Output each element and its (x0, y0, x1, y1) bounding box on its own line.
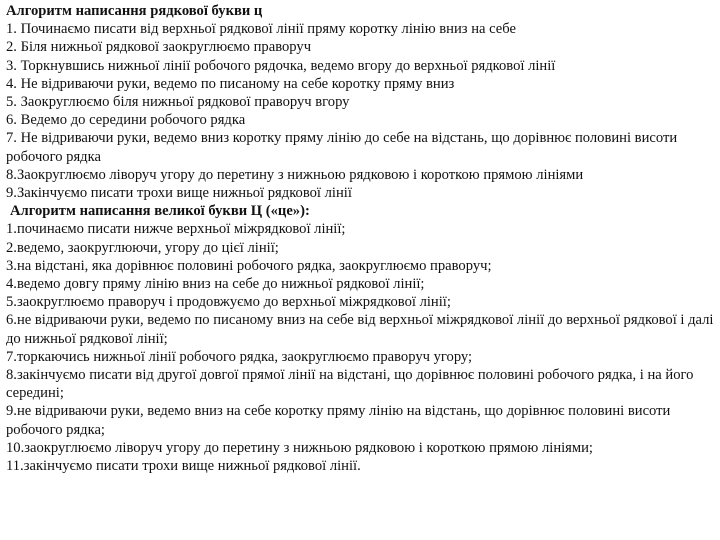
section2-step-8: 8.закінчуємо писати від другої довгої прямої лінії на відстані, що дорівнює половині робочого рядка, і на його середині; (6, 367, 694, 402)
section2-step-2: 2.ведемо, заокруглюючи, угору до цієї лінії; (6, 239, 279, 256)
section2-step-6: 6.не відриваючи руки, ведемо по писаному вниз на себе від верхньої міжрядкової лінії до верхньої рядкової і далі до нижньої рядкової лінії; (6, 312, 714, 347)
section2-title: Алгоритм написання великої букви Ц («це»): (10, 203, 310, 220)
section1-step-9: 9.Закінчуємо писати трохи вище нижньої рядкової лінії (6, 185, 352, 202)
section2-step-11: 11.закінчуємо писати трохи вище нижньої рядкової лінії. (6, 458, 361, 475)
section1-step-5: 5. Заокруглюємо біля нижньої рядкової праворуч вгору (6, 94, 350, 111)
section2-step-5: 5.заокруглюємо праворуч і продовжуємо до верхньої міжрядкової лінії; (6, 294, 451, 311)
section1-step-8: 8.Заокруглюємо ліворуч угору до перетину з нижньою рядковою і короткою прямою лініями (6, 166, 584, 183)
section1-step-3: 3. Торкнувшись нижньої лінії робочого рядочка, ведемо вгору до верхньої рядкової лінії (6, 57, 556, 74)
section2-step-7: 7.торкаючись нижньої лінії робочого рядка, заокруглюємо праворуч угору; (6, 348, 473, 365)
section2-step-10: 10.заокруглюємо ліворуч угору до перетину з нижньою рядковою і короткою прямою лініями; (6, 439, 593, 456)
section2-step-1: 1.починаємо писати нижче верхньої міжрядкової лінії; (6, 221, 346, 238)
section2-step-9: 9.не відриваючи руки, ведемо вниз на себе коротку пряму лінію на відстань, що дорівнює половині висоти робочого рядка; (6, 403, 671, 438)
section1-step-7: 7. Не відриваючи руки, ведемо вниз коротку пряму лінію до себе на відстань, що дорівнює половині висоти робочого рядка (6, 130, 678, 165)
section1-step-4: 4. Не відриваючи руки, ведемо по писаному на себе коротку пряму вниз (6, 75, 455, 92)
section1-step-2: 2. Біля нижньої рядкової заокруглюємо праворуч (6, 39, 312, 56)
section1-step-6: 6. Ведемо до середини робочого рядка (6, 112, 246, 129)
section2-step-4: 4.ведемо довгу пряму лінію вниз на себе до нижньої рядкової лінії; (6, 276, 425, 293)
document-page (6, 2, 714, 536)
section2-step-3: 3.на відстані, яка дорівнює половині робочого рядка, заокруглюємо праворуч; (6, 257, 492, 274)
section1-step-1: 1. Починаємо писати від верхньої рядкової лінії пряму коротку лінію вниз на себе (6, 21, 516, 38)
section1-title: Алгоритм написання рядкової букви ц (6, 3, 263, 19)
